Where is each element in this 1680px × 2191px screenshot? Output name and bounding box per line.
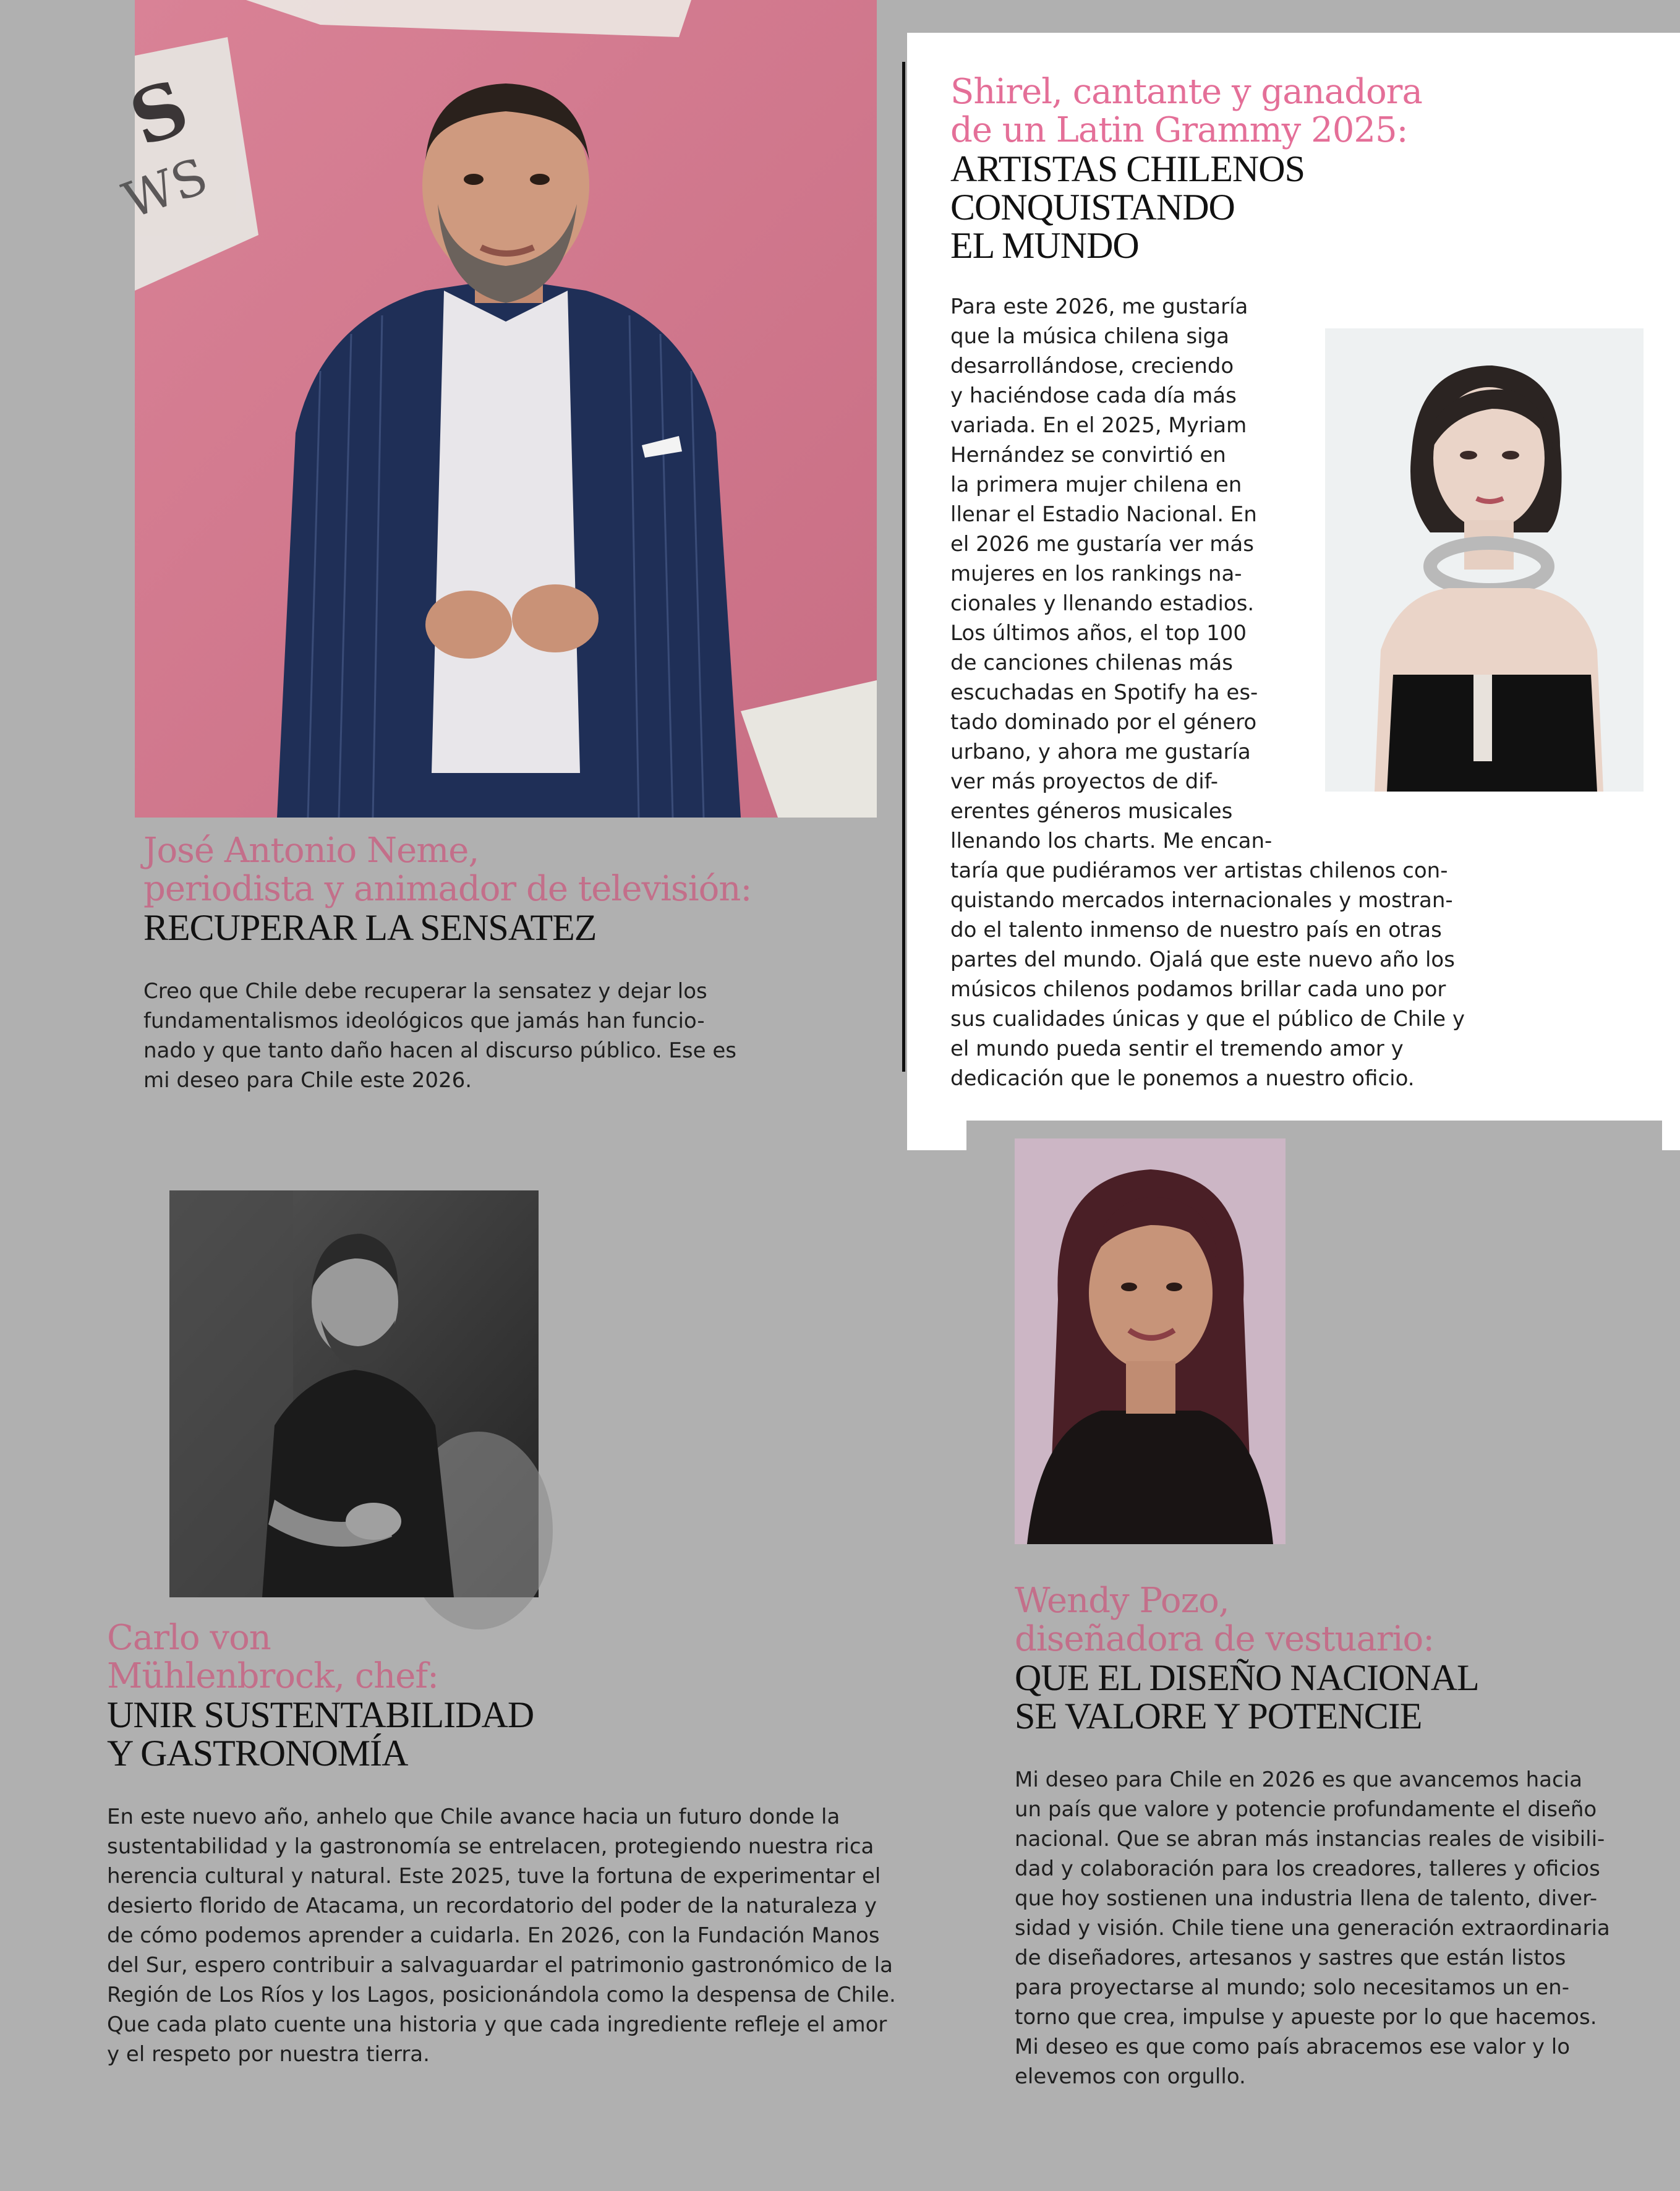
shirel-body-line: do el talento inmenso de nuestro país en otras	[950, 918, 1442, 942]
shirel-body-line: quistando mercados internacionales y mostran-	[950, 888, 1453, 913]
carlo-body-line: Región de Los Ríos y los Lagos, posicionándola como la despensa de Chile.	[107, 1983, 896, 2007]
neme-kicker-line: periodista y animador de televisión:	[143, 869, 752, 909]
wendy-headline-line: QUE EL DISEÑO NACIONAL	[1015, 1657, 1479, 1698]
shirel-body-line: cionales y llenando estadios.	[950, 591, 1255, 616]
neme-kicker	[143, 832, 885, 908]
shirel-headline-line: ARTISTAS CHILENOS	[950, 148, 1305, 189]
carlo-article	[107, 1619, 973, 2069]
carlo-photo-illustration	[169, 1190, 539, 1597]
carlo-body-line: del Sur, espero contribuir a salvaguardar el patrimonio gastronómico de la	[107, 1953, 893, 1978]
wendy-kicker	[1015, 1582, 1670, 1659]
neme-body-line: nado y que tanto daño hacen al discurso público. Ese es	[143, 1038, 736, 1063]
carlo-body-line: y el respeto por nuestra tierra.	[107, 2042, 430, 2067]
carlo-kicker-line: Carlo von	[107, 1618, 271, 1658]
neme-kicker-line: José Antonio Neme,	[143, 831, 479, 871]
carlo-kicker-line: Mühlenbrock, chef:	[107, 1656, 438, 1696]
shirel-body-line: llenar el Estadio Nacional. En	[950, 502, 1257, 527]
neme-body-line: Creo que Chile debe recuperar la sensatez y dejar los	[143, 979, 707, 1004]
wendy-body-line: un país que valore y potencie profundamente el diseño	[1015, 1797, 1597, 1822]
wendy-body-line: Mi deseo para Chile en 2026 es que avancemos hacia	[1015, 1767, 1582, 1792]
shirel-body-line: variada. En el 2025, Myriam	[950, 413, 1247, 438]
shirel-body-line: el mundo pueda sentir el tremendo amor y	[950, 1036, 1404, 1061]
wendy-body-line: nacional. Que se abran más instancias reales de visibili-	[1015, 1827, 1605, 1851]
neme-body-line: mi deseo para Chile este 2026.	[143, 1068, 472, 1093]
shirel-body-line: Los últimos años, el top 100	[950, 621, 1247, 646]
wendy-article	[1015, 1582, 1670, 2091]
carlo-body-line: En este nuevo año, anhelo que Chile avance hacia un futuro donde la	[107, 1804, 840, 1829]
wendy-kicker-line: Wendy Pozo,	[1015, 1581, 1229, 1621]
carlo-body	[107, 1802, 973, 2069]
shirel-body-line: Hernández se convirtió en	[950, 443, 1226, 468]
shirel-body-line: que la música chilena siga	[950, 324, 1229, 349]
carlo-headline-line: Y GASTRONOMÍA	[107, 1733, 408, 1774]
carlo-body-line: desierto florido de Atacama, un recordatorio del poder de la naturaleza y	[107, 1894, 877, 1918]
wendy-headline	[1015, 1659, 1670, 1735]
shirel-kicker	[950, 73, 1631, 150]
wendy-body-line: de diseñadores, artesanos y sastres que están listos	[1015, 1945, 1566, 1970]
neme-article	[143, 832, 885, 1095]
carlo-kicker	[107, 1619, 973, 1696]
neme-headline	[143, 908, 885, 947]
shirel-body-line: taría que pudiéramos ver artistas chilenos con-	[950, 858, 1448, 883]
wendy-body-line: elevemos con orgullo.	[1015, 2064, 1246, 2089]
shirel-body-line: dedicación que le ponemos a nuestro oficio.	[950, 1066, 1415, 1091]
neme-body	[143, 976, 885, 1095]
shirel-body-line: urbano, y ahora me gustaría	[950, 740, 1251, 764]
carlo-body-line: de cómo podemos aprender a cuidarla. En 2026, con la Fundación Manos	[107, 1923, 880, 1948]
shirel-body-line: tado dominado por el género	[950, 710, 1257, 735]
carlo-body-line: sustentabilidad y la gastronomía se entrelacen, protegiendo nuestra rica	[107, 1834, 874, 1859]
wendy-body-line: sidad y visión. Chile tiene una generación extraordinaria	[1015, 1916, 1610, 1941]
shirel-body-line: ver más proyectos de dif-	[950, 769, 1219, 794]
carlo-photo	[169, 1190, 539, 1597]
wendy-body-line: dad y colaboración para los creadores, talleres y oficios	[1015, 1856, 1600, 1881]
shirel-headline	[950, 150, 1631, 265]
vertical-divider	[902, 62, 905, 1072]
shirel-kicker-line: de un Latin Grammy 2025:	[950, 110, 1408, 150]
svg-text:S: S	[119, 63, 200, 164]
wendy-headline-line: SE VALORE Y POTENCIE	[1015, 1696, 1422, 1736]
carlo-body-line: Que cada plato cuente una historia y que cada ingrediente refleje el amor	[107, 2012, 887, 2037]
shirel-body-line: el 2026 me gustaría ver más	[950, 532, 1254, 557]
shirel-body	[950, 292, 1631, 1093]
shirel-kicker-line: Shirel, cantante y ganadora	[950, 72, 1422, 112]
wendy-body-line: Mi deseo es que como país abracemos ese valor y lo	[1015, 2035, 1571, 2059]
shirel-article	[950, 73, 1631, 1093]
shirel-body-line: músicos chilenos podamos brillar cada uno por	[950, 977, 1446, 1002]
shirel-body-line: escuchadas en Spotify ha es-	[950, 680, 1258, 705]
neme-photo	[115, 0, 877, 818]
shirel-body-line: la primera mujer chilena en	[950, 472, 1242, 497]
wendy-body	[1015, 1765, 1670, 2091]
wendy-photo-illustration	[1015, 1138, 1286, 1544]
neme-headline-line: RECUPERAR LA SENSATEZ	[143, 907, 597, 948]
carlo-body-line: herencia cultural y natural. Este 2025, tuve la fortuna de experimentar el	[107, 1864, 881, 1889]
shirel-body-line: partes del mundo. Ojalá que este nuevo año los	[950, 947, 1455, 972]
svg-text:WS: WS	[115, 147, 215, 230]
shirel-body-line: mujeres en los rankings na-	[950, 562, 1242, 586]
carlo-headline-line: UNIR SUSTENTABILIDAD	[107, 1694, 534, 1735]
wendy-body-line: para proyectarse al mundo; solo necesitamos un en-	[1015, 1975, 1569, 2000]
wendy-body-line: torno que crea, impulse y apueste por lo que hacemos.	[1015, 2005, 1597, 2030]
shirel-body-line: llenando los charts. Me encan-	[950, 829, 1273, 853]
carlo-headline	[107, 1696, 973, 1772]
wendy-kicker-line: diseñadora de vestuario:	[1015, 1619, 1435, 1659]
shirel-body-line: Para este 2026, me gustaría	[950, 294, 1248, 319]
shirel-body-line: y haciéndose cada día más	[950, 383, 1237, 408]
neme-body-line: fundamentalismos ideológicos que jamás han funcio-	[143, 1009, 705, 1033]
shirel-headline-line: CONQUISTANDO	[950, 187, 1235, 228]
wendy-photo	[1015, 1138, 1286, 1544]
neme-photo-illustration	[115, 0, 877, 818]
shirel-body-line: desarrollándose, creciendo	[950, 354, 1234, 378]
shirel-body-line: erentes géneros musicales	[950, 799, 1233, 824]
shirel-body-line: sus cualidades únicas y que el público de Chile y	[950, 1007, 1465, 1031]
shirel-headline-line: EL MUNDO	[950, 225, 1139, 266]
wendy-body-line: que hoy sostienen una industria llena de talento, diver-	[1015, 1886, 1598, 1911]
shirel-body-line: de canciones chilenas más	[950, 651, 1233, 675]
shirel-card-notch	[907, 1119, 966, 1150]
